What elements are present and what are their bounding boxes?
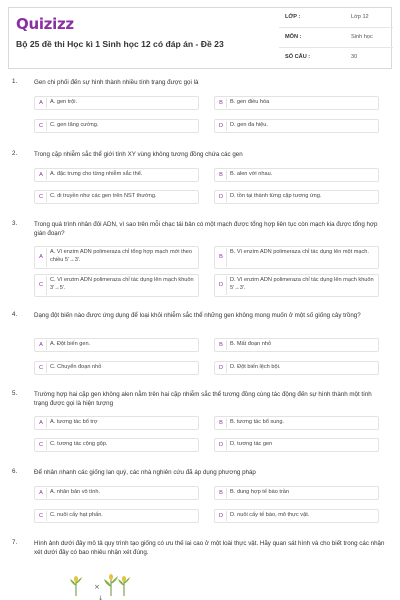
option-letter: B	[216, 340, 227, 350]
question-number: 4.	[12, 311, 18, 318]
question-number: 6.	[12, 468, 18, 475]
meta-key: LỚP :	[285, 14, 301, 20]
option-a[interactable]	[34, 338, 199, 352]
question-number: 7.	[12, 539, 18, 546]
option-text: D. Vì enzim ADN polimeraza chỉ tác dụng lên mạch khuôn 5'→3'.	[230, 277, 374, 291]
option-text: B. alen với nhau.	[230, 171, 273, 177]
document-title: Bộ 25 đề thi Học kì 1 Sinh học 12 có đáp án - Đề 23	[16, 39, 224, 49]
meta-row-subject	[279, 28, 393, 48]
document-header	[8, 7, 392, 69]
question-text: Trong quá trình nhân đôi ADN, vì sao trên mỗi chạc tái bản có một mạch được tổng hợp liên tục còn mạch kia được tổng hợp gián đoạn?	[34, 221, 378, 237]
meta-key: MÔN :	[285, 34, 302, 40]
option-text: D. tương tác gen	[230, 441, 273, 447]
meta-value: Sinh học	[351, 34, 373, 40]
option-a[interactable]	[34, 486, 199, 500]
plant-icon	[104, 574, 118, 596]
option-c[interactable]	[34, 274, 199, 297]
option-b[interactable]	[214, 338, 379, 352]
option-text: D. gen đa hiệu.	[230, 122, 268, 128]
option-letter: D	[216, 440, 227, 450]
option-letter: C	[36, 363, 47, 373]
option-b[interactable]	[214, 246, 379, 269]
option-b[interactable]	[214, 96, 379, 110]
option-a[interactable]	[34, 246, 199, 269]
option-letter: C	[36, 121, 47, 131]
option-c[interactable]	[34, 509, 199, 523]
option-d[interactable]	[214, 119, 379, 133]
option-letter: B	[216, 488, 227, 498]
option-letter: B	[216, 248, 227, 267]
option-text: C. di truyền như các gen trên NST thường.	[50, 193, 157, 199]
option-letter: A	[36, 248, 47, 267]
meta-value: 30	[351, 54, 358, 60]
question-text: Trong cặp nhiễm sắc thể giới tính XY vùng không tương đồng chứa các gen	[34, 151, 243, 158]
option-b[interactable]	[214, 486, 379, 500]
meta-value: Lớp 12	[351, 14, 369, 20]
option-d[interactable]	[214, 274, 379, 297]
option-d[interactable]	[214, 438, 379, 452]
option-letter: D	[216, 121, 227, 131]
option-letter: A	[36, 340, 47, 350]
option-c[interactable]	[34, 119, 199, 133]
option-letter: D	[216, 276, 227, 295]
question-number: 5.	[12, 390, 18, 397]
option-letter: A	[36, 488, 47, 498]
question-text: Để nhân nhanh các giống lan quý, các nhà nghiên cứu đã áp dụng phương pháp	[34, 469, 256, 476]
option-text: A. đặc trưng cho từng nhiễm sắc thể.	[50, 171, 143, 177]
option-letter: C	[36, 511, 47, 521]
option-letter: B	[216, 98, 227, 108]
question-number: 1.	[12, 78, 18, 85]
option-letter: A	[36, 418, 47, 428]
meta-row-count	[279, 48, 393, 68]
option-letter: B	[216, 418, 227, 428]
option-letter: A	[36, 170, 47, 180]
option-text: C. Chuyển đoạn nhỏ	[50, 364, 102, 370]
option-c[interactable]	[34, 438, 199, 452]
option-text: C. gen tăng cường.	[50, 122, 99, 128]
option-text: B. Mất đoạn nhỏ	[230, 341, 272, 347]
plant-icon	[70, 576, 82, 596]
option-letter: C	[36, 192, 47, 202]
meta-row-class	[279, 8, 393, 28]
option-letter: D	[216, 511, 227, 521]
option-text: D. nuôi cấy tế bào, mô thực vật.	[230, 512, 310, 518]
option-letter: D	[216, 192, 227, 202]
option-a[interactable]	[34, 96, 199, 110]
option-text: B. tương tác bổ sung.	[230, 419, 285, 425]
option-letter: C	[36, 440, 47, 450]
option-d[interactable]	[214, 509, 379, 523]
option-letter: C	[36, 276, 47, 295]
down-arrow-icon: ↓	[98, 595, 104, 600]
option-d[interactable]	[214, 361, 379, 375]
option-text: B. dung hợp tế bào trần	[230, 489, 290, 495]
breeding-diagram-figure	[66, 572, 156, 600]
option-d[interactable]	[214, 190, 379, 204]
option-a[interactable]	[34, 168, 199, 182]
option-c[interactable]	[34, 361, 199, 375]
option-b[interactable]	[214, 168, 379, 182]
option-text: C. Vì enzim ADN polimeraza chỉ tác dụng lên mạch khuôn 3'→5'.	[50, 277, 194, 291]
meta-key: SỐ CÂU :	[285, 54, 311, 60]
quizizz-logo: Quizizz	[16, 15, 74, 33]
plant-icon	[118, 576, 130, 596]
option-text: A. tương tác bổ trợ	[50, 419, 98, 425]
question-text: Trường hợp hai cặp gen không alen nằm trên hai cặp nhiễm sắc thể tương đồng cùng tác động đến sự hình thành một tính trạng được gọi là hiện tượng	[34, 391, 372, 407]
option-letter: D	[216, 363, 227, 373]
option-text: B. Vì enzim ADN polimeraza chỉ tác dụng lên một mạch.	[230, 249, 369, 255]
cross-symbol: ×	[94, 583, 100, 591]
option-text: B. gen điều hòa	[230, 99, 270, 105]
option-text: A. gen trội.	[50, 99, 78, 105]
option-text: A. Đột biến gen.	[50, 341, 91, 347]
question-text: Hình ảnh dưới đây mô tả quy trình tạo giống có ưu thế lai cao ở một loài thực vật. Hãy quan sát hình và cho biết trong các nhận xét dưới đây có bao nhiêu nhận xét đúng.	[34, 540, 385, 556]
option-text: C. tương tác cộng gộp.	[50, 441, 108, 447]
option-text: A. Vì enzim ADN polimeraza chỉ tổng hợp mạch mới theo chiều 5'→3'.	[50, 249, 192, 263]
question-number: 2.	[12, 150, 18, 157]
question-text: Dạng đột biến nào được ứng dụng để loại khỏi nhiễm sắc thể những gen không mong muốn ở một số giống cây trồng?	[34, 312, 361, 319]
option-a[interactable]	[34, 416, 199, 430]
option-c[interactable]	[34, 190, 199, 204]
option-text: A. nhân bản vô tính.	[50, 489, 101, 495]
option-letter: B	[216, 170, 227, 180]
question-text: Gen chi phối đến sự hình thành nhiều tính trạng được gọi là	[34, 79, 199, 86]
option-text: D. tồn tại thành từng cặp tương ứng.	[230, 193, 322, 199]
meta-panel	[279, 8, 393, 70]
option-letter: A	[36, 98, 47, 108]
option-text: C. nuôi cấy hạt phấn.	[50, 512, 103, 518]
option-text: D. Đột biến lệch bội.	[230, 364, 281, 370]
question-number: 3.	[12, 220, 18, 227]
option-b[interactable]	[214, 416, 379, 430]
